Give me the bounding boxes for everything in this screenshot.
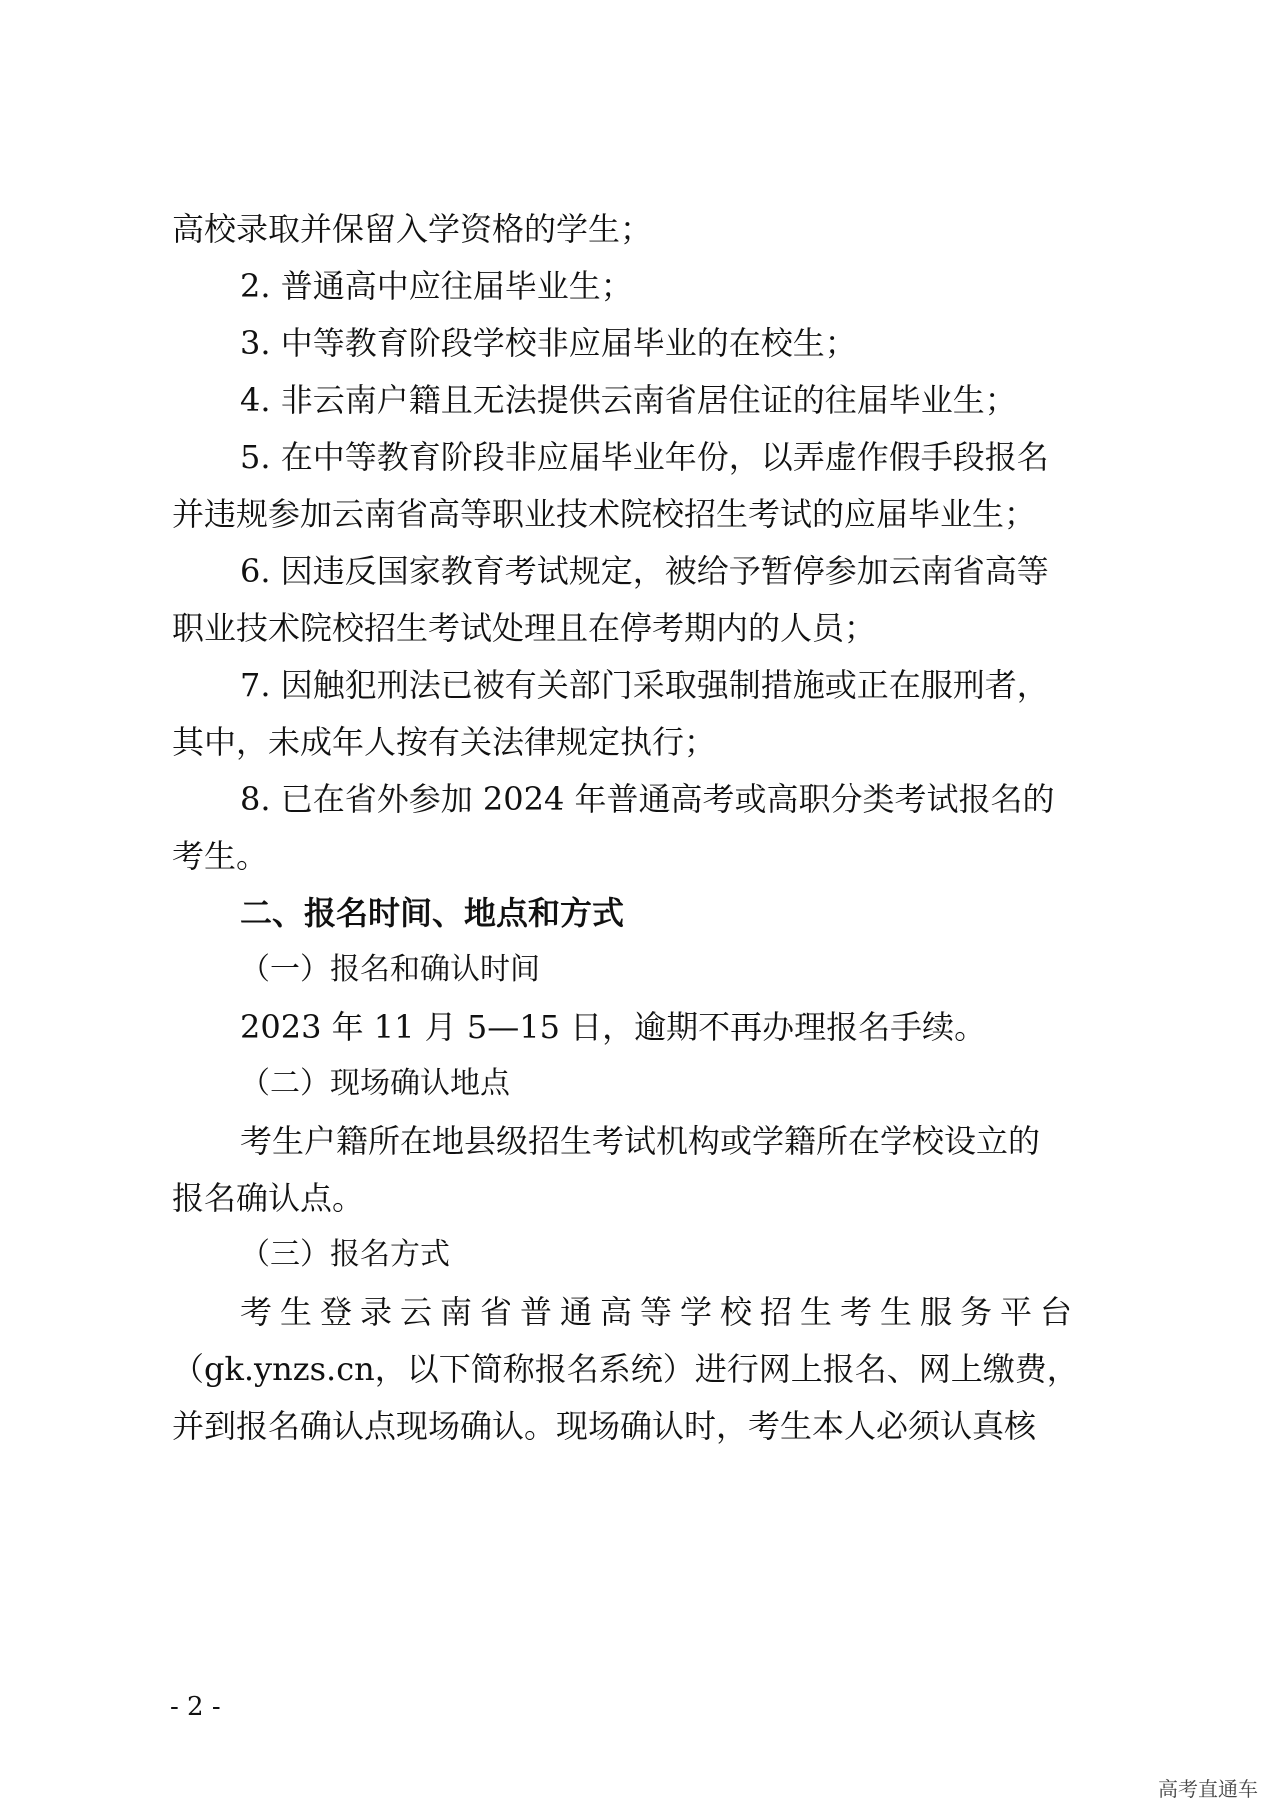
text-line: 2023 年 11 月 5—15 日，逾期不再办理报名手续。 (240, 1008, 987, 1046)
list-item: 4. 非云南户籍且无法提供云南省居住证的往届毕业生； (240, 381, 1017, 419)
subsection-heading: （三）报名方式 (240, 1237, 450, 1272)
text-line: 并到报名确认点现场确认。现场确认时，考生本人必须认真核 (172, 1407, 1037, 1445)
text-line: 并违规参加云南省高等职业技术院校招生考试的应届毕业生； (172, 495, 1037, 533)
subsection-heading: （二）现场确认地点 (240, 1066, 510, 1101)
text-line: 考生登录云南省普通高等学校招生考生服务平台 (240, 1293, 1081, 1331)
text-line: 职业技术院校招生考试处理且在停考期内的人员； (172, 609, 877, 647)
list-item: 7. 因触犯刑法已被有关部门采取强制措施或正在服刑者， (240, 666, 1049, 704)
list-item: 2. 普通高中应往届毕业生； (240, 267, 633, 305)
text-line: （gk.ynzs.cn，以下简称报名系统）进行网上报名、网上缴费， (172, 1350, 1079, 1388)
section-heading: 二、报名时间、地点和方式 (240, 894, 625, 932)
text-line: 报名确认点。 (172, 1179, 365, 1217)
subsection-heading: （一）报名和确认时间 (240, 952, 540, 987)
list-item: 8. 已在省外参加 2024 年普通高考或高职分类考试报名的 (240, 780, 1055, 818)
page-number: - 2 - (170, 1692, 221, 1722)
list-item: 5. 在中等教育阶段非应届毕业年份，以弄虚作假手段报名 (240, 438, 1049, 476)
list-item: 6. 因违反国家教育考试规定，被给予暂停参加云南省高等 (240, 552, 1049, 590)
watermark-text: 高考直通车 (1158, 1777, 1258, 1801)
text-line: 考生。 (172, 837, 269, 875)
text-line: 其中，未成年人按有关法律规定执行； (172, 723, 717, 761)
text-line: 考生户籍所在地县级招生考试机构或学籍所在学校设立的 (240, 1122, 1041, 1160)
text-line: 高校录取并保留入学资格的学生； (172, 210, 653, 248)
list-item: 3. 中等教育阶段学校非应届毕业的在校生； (240, 324, 857, 362)
